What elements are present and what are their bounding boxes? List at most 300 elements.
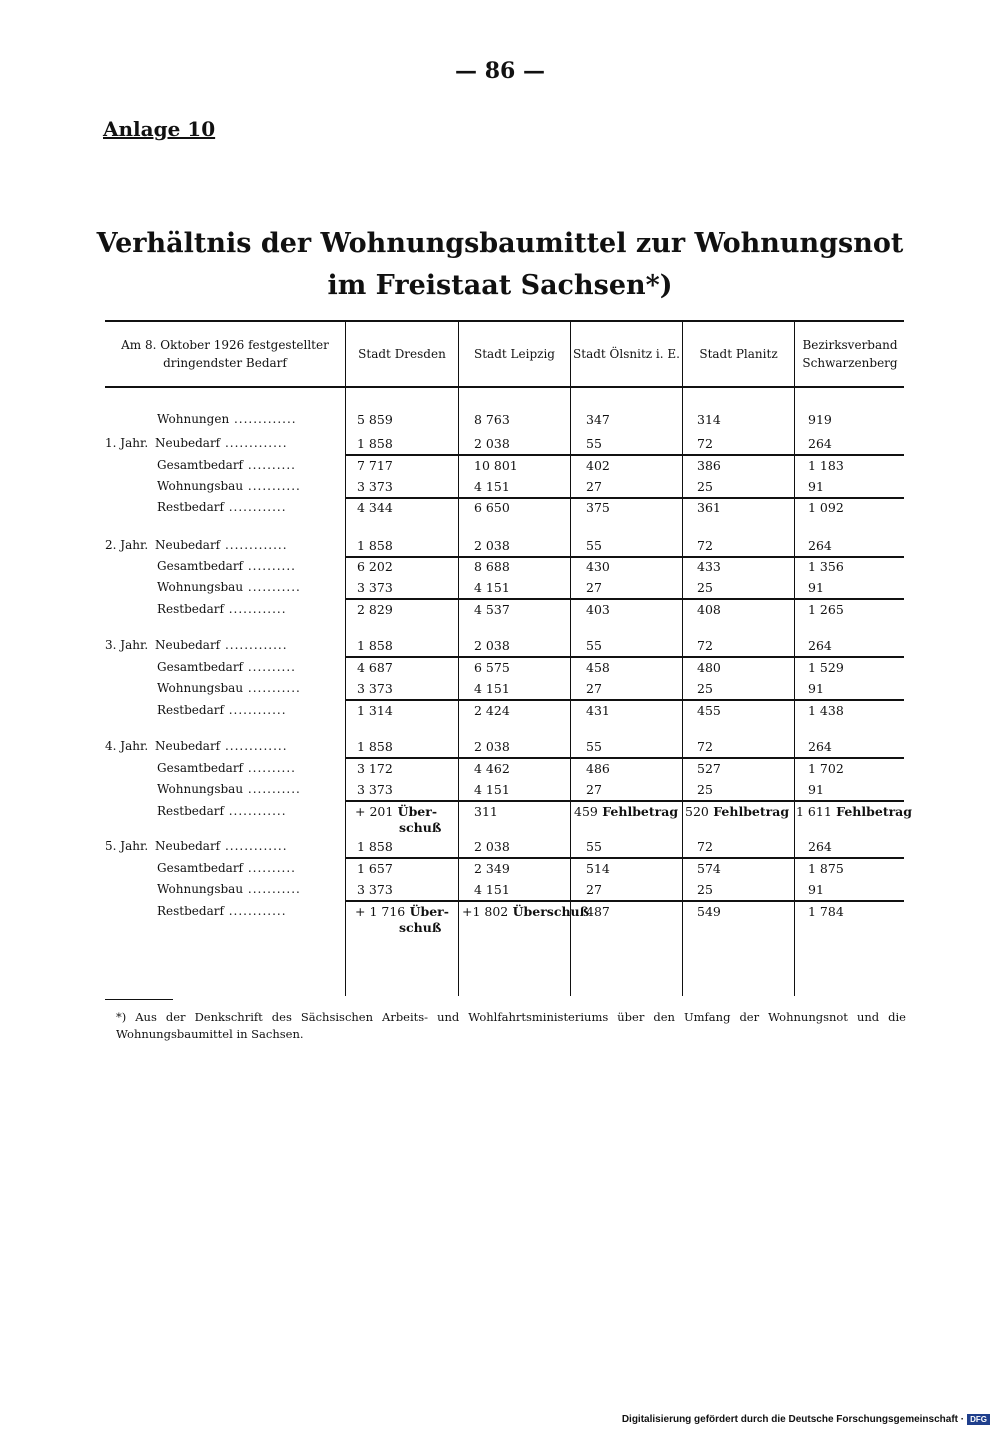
cell-value: 5 859 [357,412,393,427]
leader-dots: ............ [223,904,287,918]
table-cell [357,638,393,653]
cell-value: 72 [697,436,713,451]
cell-value: 4 151 [474,580,510,595]
table-cell [808,458,844,473]
row-rule [345,598,904,600]
table-cell [357,782,393,797]
table-cell [586,882,602,897]
cell-value: 361 [697,500,721,515]
credit-line [622,1414,990,1425]
cell-value: 55 [586,839,602,854]
row-label [105,602,397,616]
cell-value: 264 [808,538,832,553]
cell-value: 1 356 [808,559,844,574]
cell-value: 527 [697,761,721,776]
table-cell [808,904,844,919]
table-cell [474,660,510,675]
cell-value: 72 [697,739,713,754]
cell-value: 311 [474,804,498,819]
table-cell [357,703,393,718]
page-number: — 86 — [455,58,545,84]
row-rule [345,699,904,701]
cell-value: 3 172 [357,761,393,776]
leader-dots: ............. [220,436,288,450]
table-cell [474,882,510,897]
table-cell [462,904,589,919]
cell-value: 4 151 [474,882,510,897]
row-label-text: Restbedarf [157,804,224,818]
row-label-text: Neubedarf [155,638,221,652]
row-label [105,904,397,918]
row-rule [345,857,904,859]
header-label-line-2: dringendster Bedarf [163,356,287,370]
cell-note-line-2: schuß [399,820,442,835]
table-cell [586,739,602,754]
cell-value: 55 [586,739,602,754]
table-cell [808,782,824,797]
cell-value: 91 [808,782,824,797]
table-cell [808,882,824,897]
table-cell [474,681,510,696]
table-cell [574,804,678,819]
cell-value: 2 038 [474,538,510,553]
row-label [105,412,397,426]
row-year: 2. Jahr. [105,538,149,552]
cell-value: 314 [697,412,721,427]
table-cell [357,538,393,553]
cell-note: Über- [393,804,438,819]
leader-dots: .......... [243,559,296,573]
cell-value: 3 373 [357,681,393,696]
row-year: 1. Jahr. [105,436,149,450]
header-oelsnitz: Stadt Ölsnitz i. E. [573,347,680,361]
table-cell [808,861,844,876]
title-line-2: im Freistaat Sachsen*) [327,270,673,301]
leader-dots: ........... [243,782,301,796]
title-line-1: Verhältnis der Wohnungsbaumittel zur Wohnungsnot [96,228,904,259]
table-cell [808,602,844,617]
table-cell [685,804,789,819]
row-year: 3. Jahr. [105,638,149,652]
cell-value: 487 [586,904,610,919]
cell-value: 4 151 [474,479,510,494]
row-rule [345,454,904,456]
cell-value: 27 [586,479,602,494]
row-label-text: Neubedarf [155,436,221,450]
row-label [105,500,397,514]
cell-value: 264 [808,839,832,854]
cell-value: 4 462 [474,761,510,776]
cell-note: Über- [405,904,449,919]
cell-value: 514 [586,861,610,876]
table-cell [586,559,610,574]
table-cell [474,602,510,617]
row-year: 4. Jahr. [105,739,149,753]
cell-value: 27 [586,580,602,595]
cell-value: 25 [697,580,713,595]
row-label [105,580,397,594]
table-cell [474,703,510,718]
cell-value: 919 [808,412,832,427]
table-cell [697,839,713,854]
cell-value: 27 [586,882,602,897]
leader-dots: ............ [223,500,287,514]
table-cell [355,904,449,935]
table-cell [586,458,610,473]
column-divider [458,320,459,996]
table-cell [808,479,824,494]
table-cell [697,412,721,427]
table-cell [474,839,510,854]
leader-dots: .......... [243,458,296,472]
appendix-label: Anlage 10 [103,117,216,141]
cell-value: 4 344 [357,500,393,515]
cell-value: 91 [808,479,824,494]
table-cell [808,703,844,718]
cell-value: 2 038 [474,839,510,854]
table-cell [586,580,602,595]
table-cell [357,458,393,473]
row-label-text: Restbedarf [157,500,224,514]
table-cell [697,739,713,754]
row-label [105,436,345,450]
table-cell [586,538,602,553]
cell-value: 1 858 [357,839,393,854]
table-cell [474,761,510,776]
table-cell [586,681,602,696]
dfg-logo: DFG [967,1414,990,1425]
column-divider [682,320,683,996]
cell-value: 430 [586,559,610,574]
leader-dots: ........... [243,479,301,493]
leader-dots: ............. [220,638,288,652]
header-leipzig: Stadt Leipzig [474,347,555,361]
table-cell [697,602,721,617]
table-cell [697,681,713,696]
row-label [105,638,345,652]
cell-value: 1 183 [808,458,844,473]
table-cell [808,739,832,754]
table-cell [697,861,721,876]
table-cell [697,580,713,595]
credit-text: Digitalisierung gefördert durch die Deutsche Forschungsgemeinschaft · [621,1414,965,1425]
cell-note: Fehlbetrag [597,804,679,819]
row-label-text: Gesamtbedarf [157,861,243,875]
row-rule [345,656,904,658]
table-cell [697,500,721,515]
table-cell [808,638,832,653]
cell-value: 402 [586,458,610,473]
cell-value: 72 [697,839,713,854]
cell-value: 1 702 [808,761,844,776]
cell-value: 408 [697,602,721,617]
cell-value: 25 [697,479,713,494]
cell-value: 459 [574,804,598,819]
table-cell [357,739,393,754]
leader-dots: .......... [243,761,296,775]
row-label-text: Neubedarf [155,739,221,753]
cell-value: 1 858 [357,739,393,754]
cell-value: 433 [697,559,721,574]
table-cell [586,782,602,797]
cell-value: 2 038 [474,436,510,451]
cell-value: 91 [808,681,824,696]
leader-dots: .......... [243,861,296,875]
cell-value: 1 438 [808,703,844,718]
cell-value: 2 038 [474,739,510,754]
cell-value: 1 611 [796,804,832,819]
row-label [105,458,397,472]
cell-value: 1 265 [808,602,844,617]
leader-dots: ............ [223,804,287,818]
table-cell [357,602,393,617]
row-label [105,660,397,674]
table-cell [808,761,844,776]
table-cell [357,681,393,696]
cell-value: 91 [808,580,824,595]
table-cell [586,412,610,427]
cell-value: 386 [697,458,721,473]
cell-value: 455 [697,703,721,718]
table-cell [586,436,602,451]
row-label-text: Wohnungsbau [157,681,244,695]
cell-value: 6 575 [474,660,510,675]
row-label-text: Wohnungen [157,412,230,426]
header-dresden: Stadt Dresden [358,347,446,361]
cell-value: 8 688 [474,559,510,574]
row-label-text: Wohnungsbau [157,580,244,594]
row-label-text: Gesamtbedarf [157,660,243,674]
cell-value: + 201 [355,804,394,819]
cell-value: 55 [586,436,602,451]
table-cell [474,500,510,515]
row-label [105,804,397,818]
table-cell [474,580,510,595]
cell-note: Fehlbetrag [708,804,790,819]
table-cell [586,638,602,653]
cell-value: 4 151 [474,782,510,797]
cell-value: +1 802 [462,904,509,919]
cell-note-line-2: schuß [399,920,442,935]
leader-dots: ............ [223,703,287,717]
table-cell [357,412,393,427]
cell-value: 91 [808,882,824,897]
table-cell [474,638,510,653]
cell-value: 4 687 [357,660,393,675]
row-label-text: Wohnungsbau [157,479,244,493]
table-cell [357,559,393,574]
cell-value: 7 717 [357,458,393,473]
table-cell [697,904,721,919]
header-label [105,322,345,386]
row-label [105,761,397,775]
table-header-rule [105,386,904,388]
cell-value: 1 784 [808,904,844,919]
cell-value: 3 373 [357,580,393,595]
table-cell [355,804,442,835]
table-cell [697,638,713,653]
cell-value: 55 [586,538,602,553]
table-cell [586,839,602,854]
cell-value: 520 [685,804,709,819]
cell-value: 72 [697,638,713,653]
table-cell [808,660,844,675]
table-cell [586,602,610,617]
row-rule [345,556,904,558]
table-cell [586,761,610,776]
cell-value: 3 373 [357,479,393,494]
cell-value: 458 [586,660,610,675]
table-cell [697,761,721,776]
leader-dots: ............. [220,538,288,552]
leader-dots: ........... [243,580,301,594]
header-label-line-1: Am 8. Oktober 1926 festgestellter [121,338,329,352]
cell-value: 72 [697,538,713,553]
row-label-text: Neubedarf [155,839,221,853]
table-cell [808,538,832,553]
header-schwarzenberg [795,322,905,386]
table-cell [586,479,602,494]
cell-value: 480 [697,660,721,675]
table-cell [586,703,610,718]
row-label [105,559,397,573]
footnote: *) Aus der Denkschrift des Sächsischen Arbeits- und Wohlfahrtsministeriums über den Umfang der Wohnungsnot und die Wohnungsbaumittel in Sachsen. [116,1010,906,1041]
table-cell [474,458,518,473]
table-cell [474,479,510,494]
table-cell [586,861,610,876]
table-cell [357,660,393,675]
header-col5-line-1: Bezirksverband [802,338,898,352]
table-cell [697,538,713,553]
table-cell [808,559,844,574]
cell-note: Überschuß [508,904,590,919]
cell-value: 264 [808,436,832,451]
table-cell [357,479,393,494]
table-cell [697,458,721,473]
cell-value: 1 858 [357,538,393,553]
table-cell [474,559,510,574]
cell-value: + 1 716 [355,904,406,919]
table-cell [697,559,721,574]
row-label [105,839,345,853]
table-cell [357,580,393,595]
cell-value: 2 424 [474,703,510,718]
row-rule [345,757,904,759]
table-cell [357,500,393,515]
row-label-text: Gesamtbedarf [157,559,243,573]
cell-value: 549 [697,904,721,919]
cell-value: 3 373 [357,782,393,797]
row-label-text: Restbedarf [157,904,224,918]
cell-note: Fehlbetrag [831,804,913,819]
row-rule [345,800,904,802]
cell-value: 403 [586,602,610,617]
table-cell [586,500,610,515]
cell-value: 264 [808,638,832,653]
row-label [105,739,345,753]
row-year: 5. Jahr. [105,839,149,853]
row-label-text: Restbedarf [157,602,224,616]
table-cell [808,839,832,854]
cell-value: 2 349 [474,861,510,876]
cell-value: 1 657 [357,861,393,876]
leader-dots: .......... [243,660,296,674]
cell-value: 375 [586,500,610,515]
table-cell [474,861,510,876]
leader-dots: ........... [243,681,301,695]
table-cell [474,739,510,754]
cell-value: 4 151 [474,681,510,696]
table-cell [474,412,510,427]
cell-value: 25 [697,681,713,696]
row-rule [345,497,904,499]
table-cell [808,580,824,595]
row-label-text: Wohnungsbau [157,782,244,796]
cell-value: 574 [697,861,721,876]
table-cell [697,479,713,494]
row-label [105,703,397,717]
cell-value: 1 858 [357,638,393,653]
leader-dots: ............. [220,739,288,753]
cell-value: 25 [697,882,713,897]
table-cell [357,436,393,451]
leader-dots: ........... [243,882,301,896]
cell-value: 2 829 [357,602,393,617]
header-col5-line-2: Schwarzenberg [802,356,898,370]
cell-value: 55 [586,638,602,653]
table-cell [474,436,510,451]
table-cell [808,500,844,515]
row-label-text: Gesamtbedarf [157,458,243,472]
cell-value: 1 858 [357,436,393,451]
table-cell [808,436,832,451]
cell-value: 6 202 [357,559,393,574]
table-cell [357,839,393,854]
cell-value: 8 763 [474,412,510,427]
table-cell [474,782,510,797]
cell-value: 2 038 [474,638,510,653]
footnote-rule [105,999,173,1000]
cell-value: 1 529 [808,660,844,675]
row-label-text: Gesamtbedarf [157,761,243,775]
table-cell [796,804,912,819]
cell-value: 4 537 [474,602,510,617]
row-label [105,479,397,493]
cell-value: 10 801 [474,458,518,473]
table-cell [586,660,610,675]
leader-dots: ............. [220,839,288,853]
row-label [105,861,397,875]
table-cell [474,538,510,553]
table-cell [357,882,393,897]
row-label-text: Restbedarf [157,703,224,717]
leader-dots: ............ [223,602,287,616]
cell-value: 431 [586,703,610,718]
table-cell [697,703,721,718]
row-rule [345,900,904,902]
cell-value: 25 [697,782,713,797]
cell-value: 3 373 [357,882,393,897]
row-label [105,538,345,552]
header-planitz: Stadt Planitz [699,347,778,361]
table-cell [697,660,721,675]
cell-value: 1 314 [357,703,393,718]
table-cell [808,412,832,427]
cell-value: 264 [808,739,832,754]
row-label [105,782,397,796]
cell-value: 1 875 [808,861,844,876]
row-label [105,882,397,896]
